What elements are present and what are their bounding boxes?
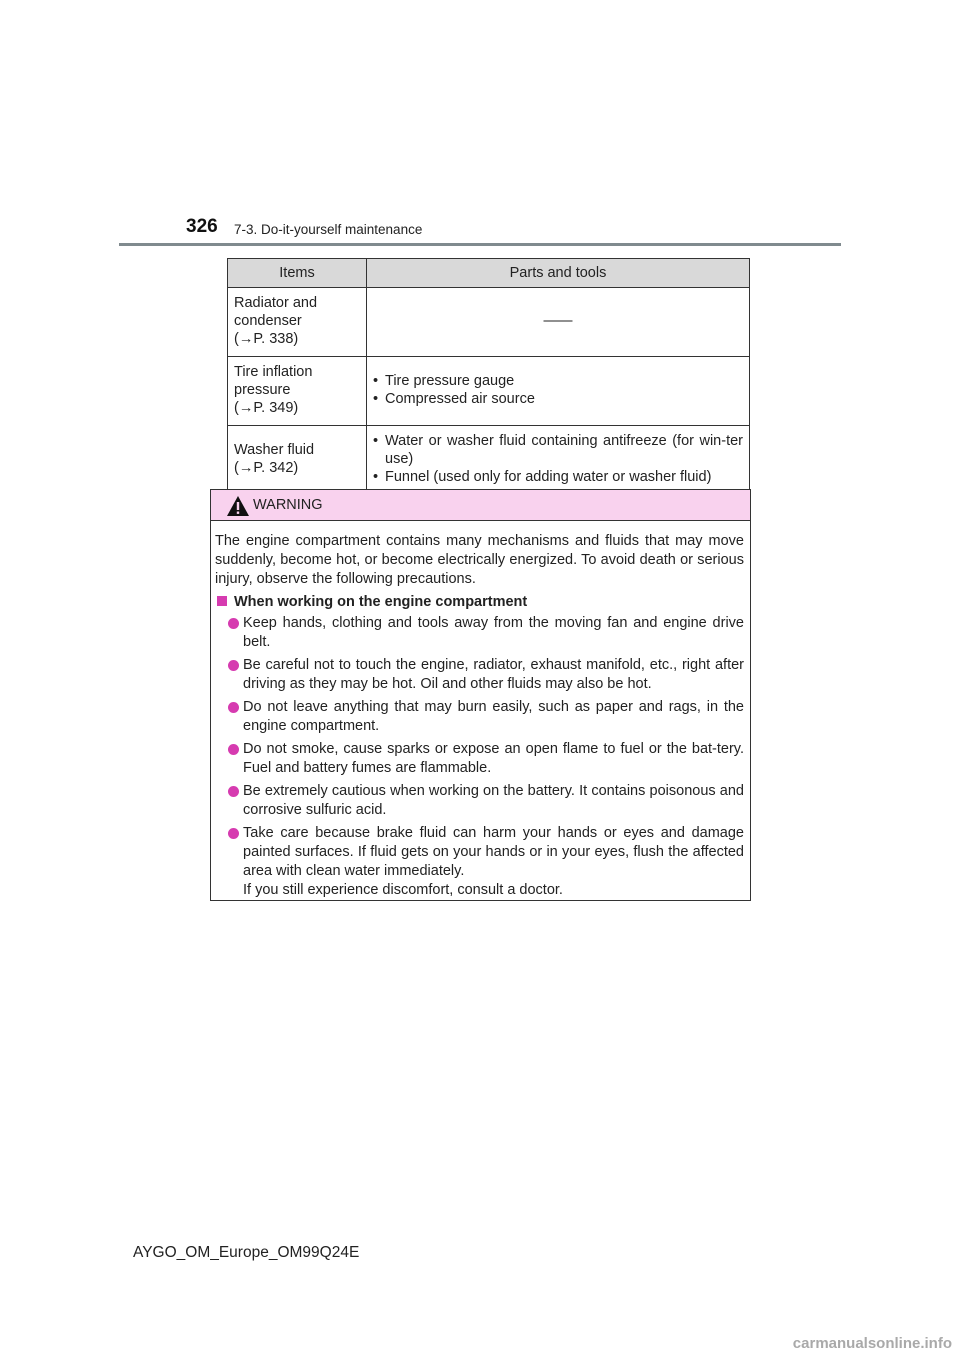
list-item: • Tire pressure gauge [373,372,743,390]
circle-bullet-icon [228,702,239,713]
warning-box [210,489,751,901]
table-row [228,288,750,357]
warning-title: WARNING [253,497,323,513]
tools-list [373,372,743,408]
page-reference-link[interactable]: (→P. 342) [234,460,299,476]
column-header-items: Items [228,259,367,288]
item-line: condenser [234,313,302,329]
page-reference-link[interactable]: (→P. 338) [234,331,299,347]
maintenance-table [227,258,750,495]
list-item [215,782,744,820]
list-item-text: Do not leave anything that may burn easily, such as paper and rags, in the engine compartment. [243,699,744,734]
list-item-text: Do not smoke, cause sparks or expose an open flame to fuel or the bat-tery. Fuel and battery fumes are flammable. [243,741,744,776]
header-divider [119,243,841,246]
warning-body [211,521,750,900]
no-tools-dash: —— [543,313,573,329]
warning-intro: The engine compartment contains many mechanisms and fluids that may move suddenly, become hot, or become electrically energized. To avoid death or serious injury, observe the following precautions. [215,533,744,587]
page-reference-link[interactable]: (→P. 349) [234,400,299,416]
list-item: • Water or washer fluid containing antifreeze (for win-ter use) [373,432,743,468]
list-item: • Funnel (used only for adding water or washer fluid) [373,468,743,486]
circle-bullet-icon [228,618,239,629]
item-line: pressure [234,382,291,398]
item-line: Radiator and [234,295,318,311]
item-line: Tire inflation [234,364,313,380]
table-row [228,426,750,495]
list-item-text: Be careful not to touch the engine, radiator, exhaust manifold, etc., right after driving as they may be hot. Oil and other fluids may also be hot. [243,657,744,692]
tools-list [373,432,743,486]
warning-list [215,614,744,900]
warning-header [211,490,750,521]
warning-triangle-icon [226,495,250,517]
list-item-text: Be extremely cautious when working on the battery. It contains poisonous and corrosive sulfuric acid. [243,783,744,818]
table-header-row [228,259,750,288]
list-item [215,698,744,736]
item-line: Washer fluid [234,442,315,458]
subheading-text: When working on the engine compartment [234,594,528,610]
warning-subheading [215,593,744,612]
list-item-text-last-line: If you still experience discomfort, consult a doctor. [243,882,563,898]
section-title: 7-3. Do-it-yourself maintenance [234,222,423,237]
table-row [228,357,750,426]
column-header-parts-tools: Parts and tools [367,259,750,288]
tools-cell [367,288,750,357]
list-item [215,614,744,652]
list-item [215,740,744,778]
list-item [215,824,744,900]
tools-cell [367,426,750,495]
circle-bullet-icon [228,828,239,839]
watermark: carmanualsonline.info [792,1335,952,1352]
list-item [215,656,744,694]
item-cell [228,288,367,357]
circle-bullet-icon [228,660,239,671]
list-item-text: Take care because brake fluid can harm your hands or eyes and damage painted surfaces. If fluid gets on your hands or in your eyes, flush the affected area with clean water immediately. [243,825,744,879]
list-item: • Compressed air source [373,390,743,408]
square-bullet-icon [217,596,227,606]
item-cell [228,426,367,495]
item-cell [228,357,367,426]
circle-bullet-icon [228,786,239,797]
page-number: 326 [186,216,218,237]
list-item-text: Keep hands, clothing and tools away from the moving fan and engine drive belt. [243,615,744,650]
document-id: AYGO_OM_Europe_OM99Q24E [133,1244,360,1261]
tools-cell [367,357,750,426]
circle-bullet-icon [228,744,239,755]
